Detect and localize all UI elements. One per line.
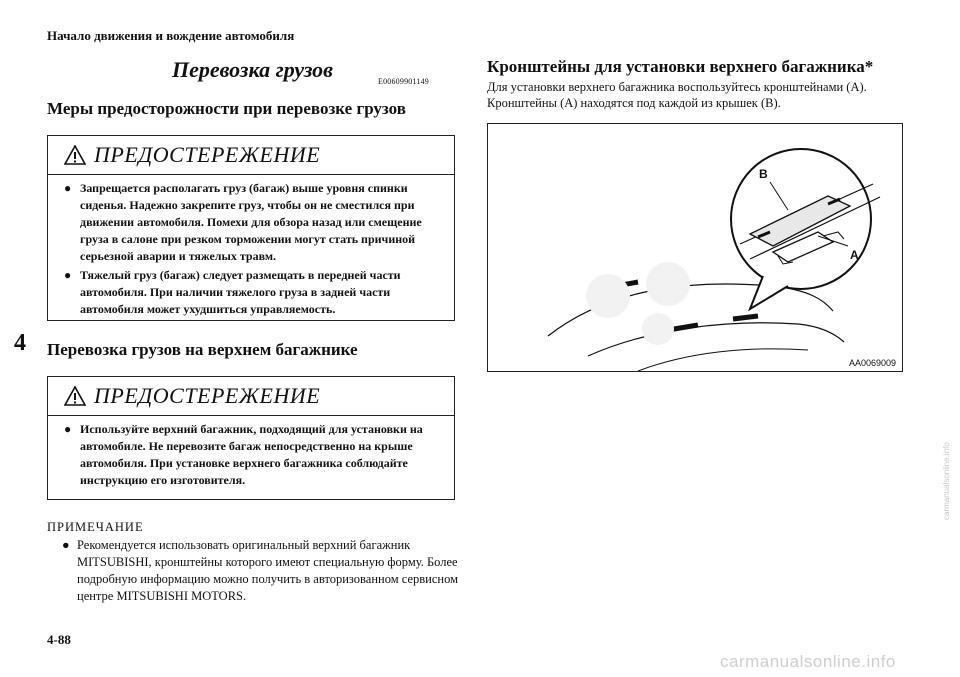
bullet-icon: ● [62,538,70,552]
bullet-icon: ● [64,422,72,436]
roof-heading: Перевозка грузов на верхнем багажнике [47,340,358,359]
chapter-tab: 4 [14,330,26,356]
bullet-icon: ● [64,268,72,282]
warning-bullet: ● Используйте верхний багажник, подходящий для установки на автомобиле. Не перевозите багаж непосредственно на крыше автомобиля. При установке верхнего багажника соблюдайте инструкцию его изготовителя. [64,422,423,487]
warning-bullet: ● Тяжелый груз (багаж) следует размещать в передней части автомобиля. При наличии тяжелого груза в задней части автомобиля может ухудшиться управляемость. [64,268,401,316]
callout-a: A [850,248,859,262]
running-header: Начало движения и вождение автомобиля [47,28,295,43]
warning-box-roof [47,376,455,500]
roof-bracket-illustration [488,124,902,371]
brackets-heading: Кронштейны для установки верхнего багажника* [487,57,874,76]
section-title: Перевозка грузов [172,57,334,82]
note-text: Рекомендуется использовать оригинальный верхний багажник MITSUBISHI, кронштейны которого имеют специальную форму. Более подробную информацию можно получить в авторизованном сервисном центре MITSUBISHI MOTORS. [77,538,459,603]
note-item [62,537,477,605]
bullet-icon: ● [64,181,72,195]
precautions-heading: Меры предосторожности при перевозке грузов [47,99,406,118]
warning-box-cargo [47,135,455,321]
watermark: carmanualsonline.info [720,652,896,671]
warning-triangle-icon [64,386,86,406]
warning-header [48,377,454,416]
brackets-text: Для установки верхнего багажника воспользуйтесь кронштейнами (A). Кронштейны (A) находятся под каждой из крышек (B). [487,80,867,110]
warning-bullet: ● Запрещается располагать груз (багаж) выше уровня спинки сиденья. Надежно закрепите груз, чтобы он не сместился при движении автомобиля. Помехи для обзора назад или смещение груза в салоне при резком торможении могут стать причиной серьезной аварии и тяжелых травм. [64,181,422,263]
callout-b: B [759,167,768,181]
figure-code: AA0069009 [848,358,896,368]
side-watermark: carmanualsonline.info [942,442,951,520]
warning-title: ПРЕДОСТЕРЕЖЕНИЕ [94,142,321,167]
warning-header [48,136,454,175]
warning-triangle-icon [64,145,86,165]
section-code: E00609901149 [378,77,429,86]
roof-bracket-figure [487,123,903,372]
note-label: ПРИМЕЧАНИЕ [47,520,144,534]
warning-title: ПРЕДОСТЕРЕЖЕНИЕ [94,383,321,408]
page-number: 4-88 [47,632,71,647]
